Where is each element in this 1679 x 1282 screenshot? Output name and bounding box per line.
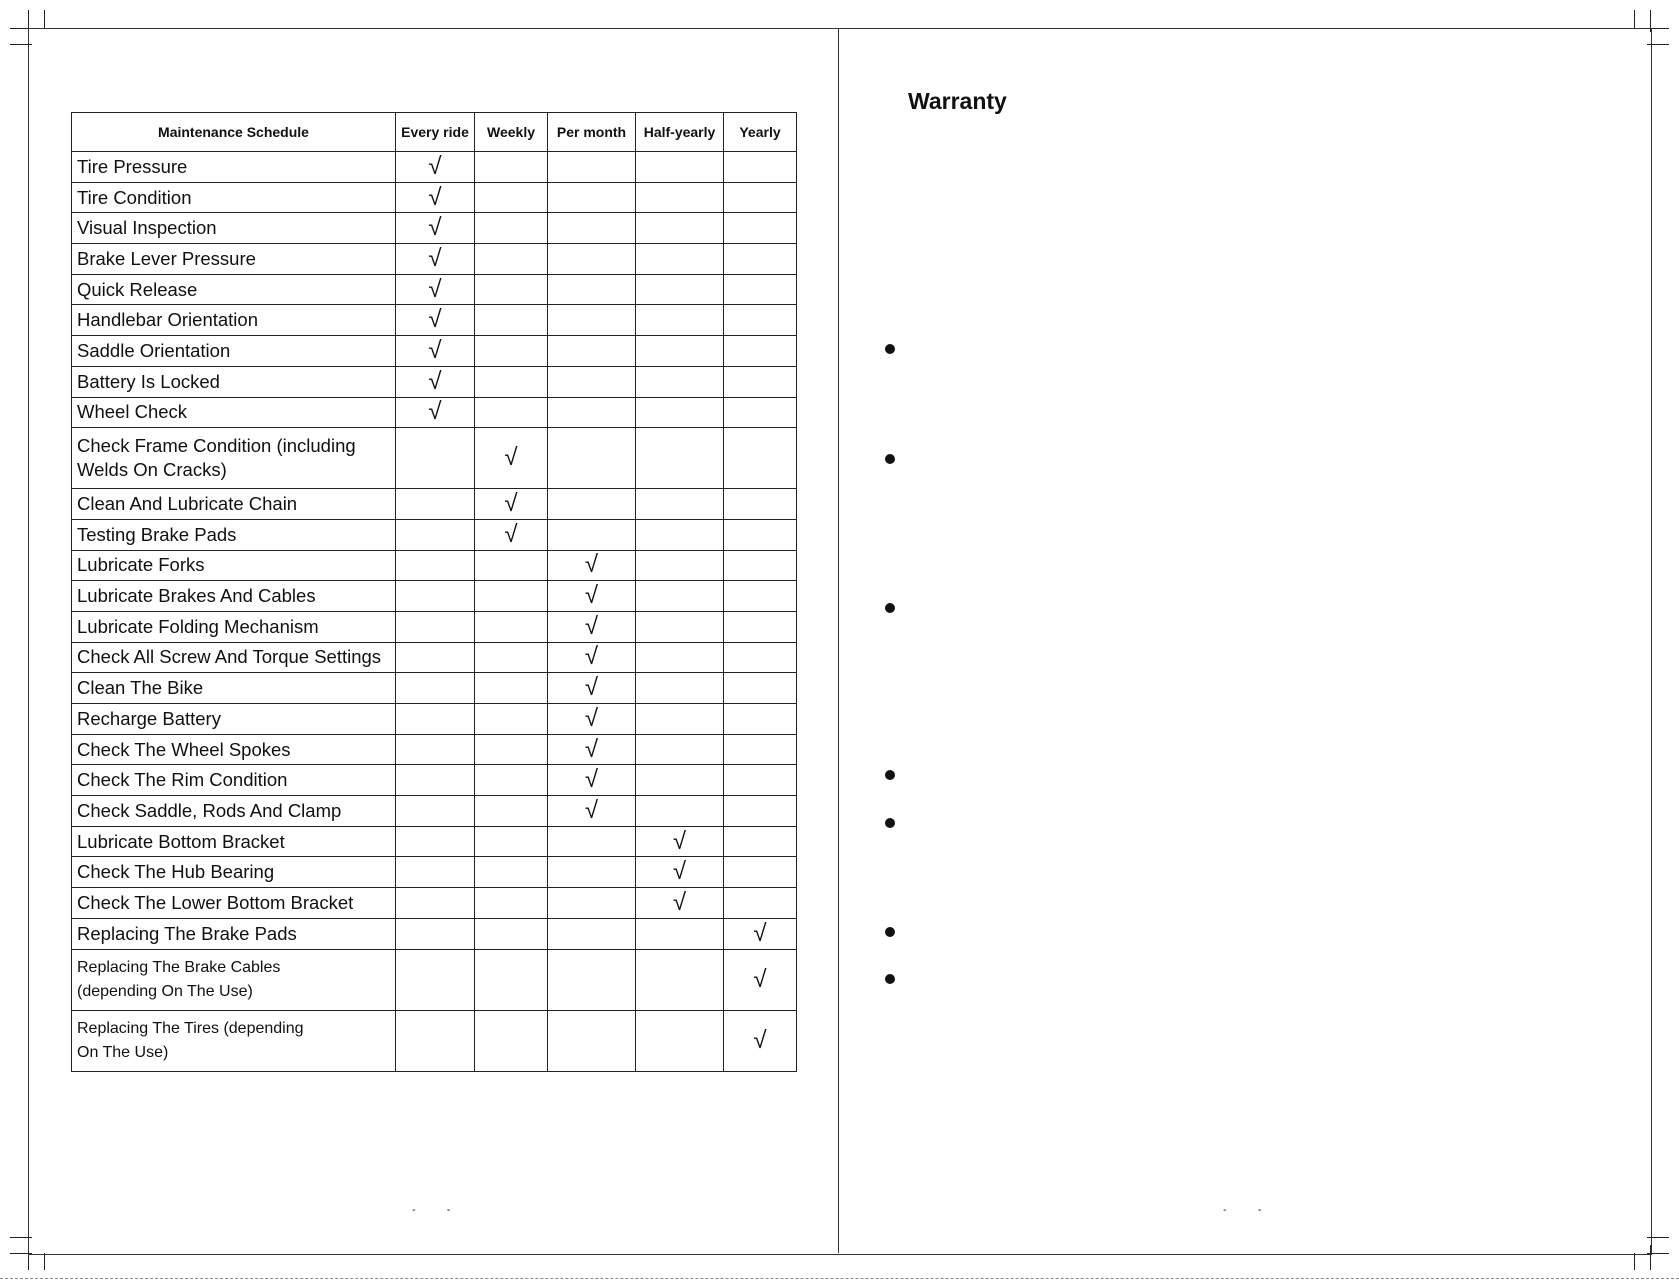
- check-mark: √: [636, 826, 724, 857]
- empty-cell: [396, 765, 475, 796]
- table-row: [72, 857, 797, 888]
- check-mark: √: [396, 244, 475, 275]
- empty-cell: [475, 336, 548, 367]
- task-cell: Check All Screw And Torque Settings: [72, 642, 396, 673]
- empty-cell: [548, 1010, 636, 1071]
- empty-cell: [475, 397, 548, 428]
- check-mark: √: [396, 152, 475, 183]
- table-row: [72, 611, 797, 642]
- empty-cell: [548, 857, 636, 888]
- check-mark: √: [396, 182, 475, 213]
- empty-cell: [636, 305, 724, 336]
- empty-cell: [724, 765, 797, 796]
- task-cell: Check Saddle, Rods And Clamp: [72, 796, 396, 827]
- task-cell: Check Frame Condition (including Welds On Cracks): [72, 428, 396, 489]
- empty-cell: [475, 305, 548, 336]
- empty-cell: [724, 857, 797, 888]
- empty-cell: [475, 581, 548, 612]
- empty-cell: [724, 704, 797, 735]
- empty-cell: [548, 949, 636, 1010]
- task-cell: Check The Rim Condition: [72, 765, 396, 796]
- empty-cell: [548, 182, 636, 213]
- task-cell: Lubricate Bottom Bracket: [72, 826, 396, 857]
- empty-cell: [475, 673, 548, 704]
- table-row: [72, 182, 797, 213]
- maintenance-schedule-table: [71, 112, 797, 1072]
- empty-cell: [724, 673, 797, 704]
- empty-cell: [475, 704, 548, 735]
- check-mark: √: [475, 428, 548, 489]
- empty-cell: [724, 366, 797, 397]
- table-row: [72, 765, 797, 796]
- task-cell: Replacing The Brake Pads: [72, 918, 396, 949]
- bullet-point: [885, 603, 895, 613]
- table-row: [72, 274, 797, 305]
- page-spine: [838, 28, 839, 1253]
- table-row: [72, 305, 797, 336]
- empty-cell: [475, 213, 548, 244]
- empty-cell: [724, 826, 797, 857]
- check-mark: √: [548, 581, 636, 612]
- empty-cell: [475, 182, 548, 213]
- table-header-row: [72, 113, 797, 152]
- page-footer: - -: [1223, 1204, 1276, 1216]
- task-cell: Check The Wheel Spokes: [72, 734, 396, 765]
- table-row: [72, 581, 797, 612]
- empty-cell: [475, 611, 548, 642]
- task-cell: Tire Condition: [72, 182, 396, 213]
- table-row: [72, 734, 797, 765]
- empty-cell: [548, 152, 636, 183]
- empty-cell: [396, 949, 475, 1010]
- check-mark: √: [548, 796, 636, 827]
- empty-cell: [724, 642, 797, 673]
- empty-cell: [636, 765, 724, 796]
- task-cell: Check The Lower Bottom Bracket: [72, 888, 396, 919]
- crop-mark: [44, 10, 45, 28]
- empty-cell: [636, 581, 724, 612]
- empty-cell: [724, 244, 797, 275]
- header-frequency: Half-yearly: [636, 113, 724, 152]
- check-mark: √: [396, 305, 475, 336]
- check-mark: √: [724, 949, 797, 1010]
- empty-cell: [636, 489, 724, 520]
- table-row: [72, 826, 797, 857]
- table-row: [72, 642, 797, 673]
- check-mark: √: [548, 611, 636, 642]
- empty-cell: [475, 888, 548, 919]
- empty-cell: [396, 734, 475, 765]
- empty-cell: [636, 244, 724, 275]
- check-mark: √: [636, 857, 724, 888]
- task-cell: Tire Pressure: [72, 152, 396, 183]
- task-cell: Visual Inspection: [72, 213, 396, 244]
- empty-cell: [724, 796, 797, 827]
- empty-cell: [396, 918, 475, 949]
- table-row: [72, 796, 797, 827]
- table-row: [72, 704, 797, 735]
- empty-cell: [724, 305, 797, 336]
- check-mark: √: [724, 918, 797, 949]
- check-mark: √: [548, 734, 636, 765]
- check-mark: √: [548, 765, 636, 796]
- table-row: [72, 336, 797, 367]
- task-cell: Lubricate Forks: [72, 550, 396, 581]
- empty-cell: [548, 397, 636, 428]
- empty-cell: [396, 826, 475, 857]
- empty-cell: [724, 397, 797, 428]
- task-cell: Replacing The Tires (depending On The Use): [72, 1010, 396, 1071]
- empty-cell: [636, 182, 724, 213]
- empty-cell: [636, 918, 724, 949]
- empty-cell: [724, 428, 797, 489]
- table-row: [72, 1010, 797, 1071]
- table-row: [72, 366, 797, 397]
- task-cell: Lubricate Folding Mechanism: [72, 611, 396, 642]
- empty-cell: [636, 1010, 724, 1071]
- empty-cell: [724, 152, 797, 183]
- table-row: [72, 397, 797, 428]
- table-body: [72, 152, 797, 1072]
- table-row: [72, 888, 797, 919]
- empty-cell: [724, 581, 797, 612]
- empty-cell: [396, 550, 475, 581]
- crop-mark: [1634, 1253, 1635, 1270]
- bullet-point: [885, 818, 895, 828]
- check-mark: √: [396, 274, 475, 305]
- check-mark: √: [396, 366, 475, 397]
- empty-cell: [548, 213, 636, 244]
- empty-cell: [475, 642, 548, 673]
- empty-cell: [475, 857, 548, 888]
- empty-cell: [475, 796, 548, 827]
- empty-cell: [548, 489, 636, 520]
- task-cell: Replacing The Brake Cables (depending On The Use): [72, 949, 396, 1010]
- check-mark: √: [724, 1010, 797, 1071]
- check-mark: √: [396, 213, 475, 244]
- check-mark: √: [396, 336, 475, 367]
- empty-cell: [724, 213, 797, 244]
- empty-cell: [396, 796, 475, 827]
- empty-cell: [396, 673, 475, 704]
- empty-cell: [636, 336, 724, 367]
- table-row: [72, 918, 797, 949]
- empty-cell: [724, 336, 797, 367]
- empty-cell: [396, 581, 475, 612]
- check-mark: √: [396, 397, 475, 428]
- table-row: [72, 213, 797, 244]
- empty-cell: [396, 888, 475, 919]
- empty-cell: [475, 152, 548, 183]
- task-cell: Wheel Check: [72, 397, 396, 428]
- empty-cell: [636, 213, 724, 244]
- empty-cell: [636, 397, 724, 428]
- empty-cell: [396, 519, 475, 550]
- header-frequency: Yearly: [724, 113, 797, 152]
- empty-cell: [548, 826, 636, 857]
- table-row: [72, 428, 797, 489]
- empty-cell: [548, 366, 636, 397]
- bullet-point: [885, 344, 895, 354]
- empty-cell: [724, 182, 797, 213]
- empty-cell: [636, 796, 724, 827]
- empty-cell: [636, 519, 724, 550]
- empty-cell: [636, 704, 724, 735]
- empty-cell: [548, 519, 636, 550]
- check-mark: √: [636, 888, 724, 919]
- task-cell: Recharge Battery: [72, 704, 396, 735]
- empty-cell: [636, 428, 724, 489]
- empty-cell: [636, 274, 724, 305]
- task-cell: Battery Is Locked: [72, 366, 396, 397]
- empty-cell: [724, 550, 797, 581]
- empty-cell: [475, 765, 548, 796]
- empty-cell: [724, 519, 797, 550]
- empty-cell: [636, 949, 724, 1010]
- check-mark: √: [475, 519, 548, 550]
- table-row: [72, 152, 797, 183]
- empty-cell: [475, 366, 548, 397]
- empty-cell: [548, 888, 636, 919]
- empty-cell: [475, 918, 548, 949]
- empty-cell: [636, 366, 724, 397]
- table-row: [72, 673, 797, 704]
- bullet-point: [885, 974, 895, 984]
- empty-cell: [548, 428, 636, 489]
- empty-cell: [636, 550, 724, 581]
- bullet-point: [885, 927, 895, 937]
- empty-cell: [396, 857, 475, 888]
- crop-mark: [44, 1253, 45, 1270]
- header-frequency: Per month: [548, 113, 636, 152]
- bullet-point: [885, 454, 895, 464]
- check-mark: √: [548, 673, 636, 704]
- check-mark: √: [548, 642, 636, 673]
- empty-cell: [548, 305, 636, 336]
- empty-cell: [548, 336, 636, 367]
- empty-cell: [724, 274, 797, 305]
- task-cell: Check The Hub Bearing: [72, 857, 396, 888]
- bullet-point: [885, 770, 895, 780]
- empty-cell: [396, 704, 475, 735]
- table-row: [72, 550, 797, 581]
- empty-cell: [636, 734, 724, 765]
- empty-cell: [548, 244, 636, 275]
- empty-cell: [724, 734, 797, 765]
- header-task: Maintenance Schedule: [72, 113, 396, 152]
- empty-cell: [475, 734, 548, 765]
- crop-mark: [1634, 10, 1635, 28]
- header-frequency: Weekly: [475, 113, 548, 152]
- task-cell: Clean The Bike: [72, 673, 396, 704]
- table-row: [72, 244, 797, 275]
- page-footer: - -: [412, 1204, 465, 1216]
- table-row: [72, 519, 797, 550]
- page-title: Warranty: [908, 88, 1007, 114]
- empty-cell: [636, 642, 724, 673]
- task-cell: Saddle Orientation: [72, 336, 396, 367]
- header-frequency: Every ride: [396, 113, 475, 152]
- task-cell: Brake Lever Pressure: [72, 244, 396, 275]
- task-cell: Quick Release: [72, 274, 396, 305]
- empty-cell: [475, 550, 548, 581]
- empty-cell: [636, 611, 724, 642]
- empty-cell: [548, 274, 636, 305]
- empty-cell: [475, 826, 548, 857]
- task-cell: Lubricate Brakes And Cables: [72, 581, 396, 612]
- empty-cell: [475, 1010, 548, 1071]
- empty-cell: [724, 489, 797, 520]
- empty-cell: [396, 1010, 475, 1071]
- check-mark: √: [548, 704, 636, 735]
- empty-cell: [475, 274, 548, 305]
- empty-cell: [396, 428, 475, 489]
- table-row: [72, 949, 797, 1010]
- empty-cell: [475, 949, 548, 1010]
- empty-cell: [724, 888, 797, 919]
- empty-cell: [636, 673, 724, 704]
- task-cell: Clean And Lubricate Chain: [72, 489, 396, 520]
- table-row: [72, 489, 797, 520]
- check-mark: √: [475, 489, 548, 520]
- check-mark: √: [548, 550, 636, 581]
- empty-cell: [396, 489, 475, 520]
- empty-cell: [636, 152, 724, 183]
- bottom-dashed-line: [0, 1278, 1679, 1279]
- empty-cell: [548, 918, 636, 949]
- empty-cell: [396, 611, 475, 642]
- task-cell: Handlebar Orientation: [72, 305, 396, 336]
- task-cell: Testing Brake Pads: [72, 519, 396, 550]
- empty-cell: [396, 642, 475, 673]
- empty-cell: [475, 244, 548, 275]
- empty-cell: [724, 611, 797, 642]
